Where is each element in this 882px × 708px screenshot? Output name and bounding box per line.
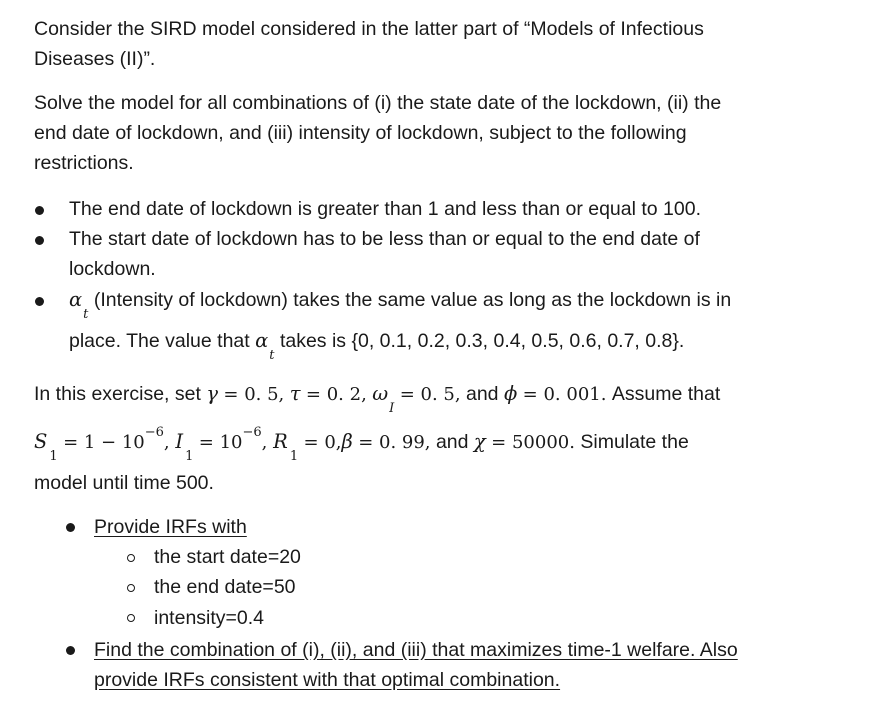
assume-text: Assume that [611,383,721,405]
bullet-icon [66,523,75,532]
tau-value: = 0. 2, [305,384,367,405]
omega-value: = 0. 5, [399,384,461,405]
r-subscript: 1 [289,449,299,464]
s-subscript: 1 [49,449,58,464]
bullet-icon [35,206,44,215]
and-word-1: and [465,383,499,405]
bullet-icon [35,236,44,245]
task-line-1: Solve the model for all combinations of (i) the state date of the lockdown, (ii) the [34,92,722,114]
irf-title: Provide IRFs with [94,516,247,538]
s-value: = 1 − 10 [63,432,145,453]
restriction-item-2-line-2: lockdown. [69,258,156,280]
restriction-item-3-text-a: place. The value that [69,330,250,352]
alpha-subscript: t [83,307,89,322]
simulate-text: Simulate the [580,431,689,453]
and-word-2: and [435,431,469,453]
hollow-bullet-icon [127,614,135,622]
intro-line-1: Consider the SIRD model considered in the latter part of “Models of Infectious [34,18,704,40]
simulate-line-2: model until time 500. [34,472,214,494]
alpha-subscript-2: t [269,348,275,363]
intro-line-2: Diseases (II)”. [34,48,156,70]
tau-symbol: τ [289,382,301,405]
chi-symbol: χ [473,430,486,453]
hollow-bullet-icon [127,584,135,592]
s-exponent: −6 [144,425,164,440]
bullet-icon [66,646,75,655]
restriction-item-3-text-b: takes is {0, 0.1, 0.2, 0.3, 0.4, 0.5, 0.6, 0.7, 0.8}. [279,330,685,352]
initial-conditions-line: $S_1 = 1 - 10^{-6}$, $I_1 = 10^{-6}$, $R_1 = 0,\beta = 0$. 99, and χ = 50000. Simulate the [34,425,689,464]
gamma-value: = 0. 5, [223,384,285,405]
phi-symbol: ϕ [503,382,518,405]
r-symbol: R [273,430,288,453]
alpha-symbol-2: α [255,329,269,352]
beta-value: = 0. 99, [358,432,431,453]
i-exponent: −6 [242,425,262,440]
i-subscript: 1 [185,449,194,464]
irf-start-date: the start date=20 [154,546,301,568]
phi-value: = 0. 001. [522,384,607,405]
irf-intensity: intensity=0.4 [154,607,265,629]
omega-symbol: ω [372,382,389,405]
optimal-line-2: provide IRFs consistent with that optimal combination. [94,669,561,691]
irf-end-date: the end date=50 [154,576,296,598]
i-value: = 10 [198,432,243,453]
restriction-item-3-line-1 [69,285,732,322]
restriction-item-2-line-1: The start date of lockdown has to be less than or equal to the end date of [69,228,700,250]
bullet-icon [35,297,44,306]
restriction-item-3-line-2 [69,326,685,363]
task-line-3: restrictions. [34,152,134,174]
restriction-item-3-text: (Intensity of lockdown) takes the same value as long as the lockdown is in [93,289,732,311]
params-prefix: In this exercise, set [34,383,201,405]
beta-symbol: β [341,430,353,453]
params-line [34,379,721,416]
alpha-symbol: α [69,288,83,311]
s-symbol: S [34,430,48,453]
r-value: = 0, [303,432,342,453]
chi-value: = 50000. [491,432,575,453]
omega-subscript: I [389,401,395,416]
gamma-symbol: γ [206,382,218,405]
task-line-2: end date of lockdown, and (iii) intensity of lockdown, subject to the following [34,122,687,144]
optimal-line-1: Find the combination of (i), (ii), and (iii) that maximizes time-1 welfare. Also [94,639,738,661]
hollow-bullet-icon [127,554,135,562]
i-symbol: I [175,430,184,453]
restriction-item-1: The end date of lockdown is greater than 1 and less than or equal to 100. [69,198,702,220]
